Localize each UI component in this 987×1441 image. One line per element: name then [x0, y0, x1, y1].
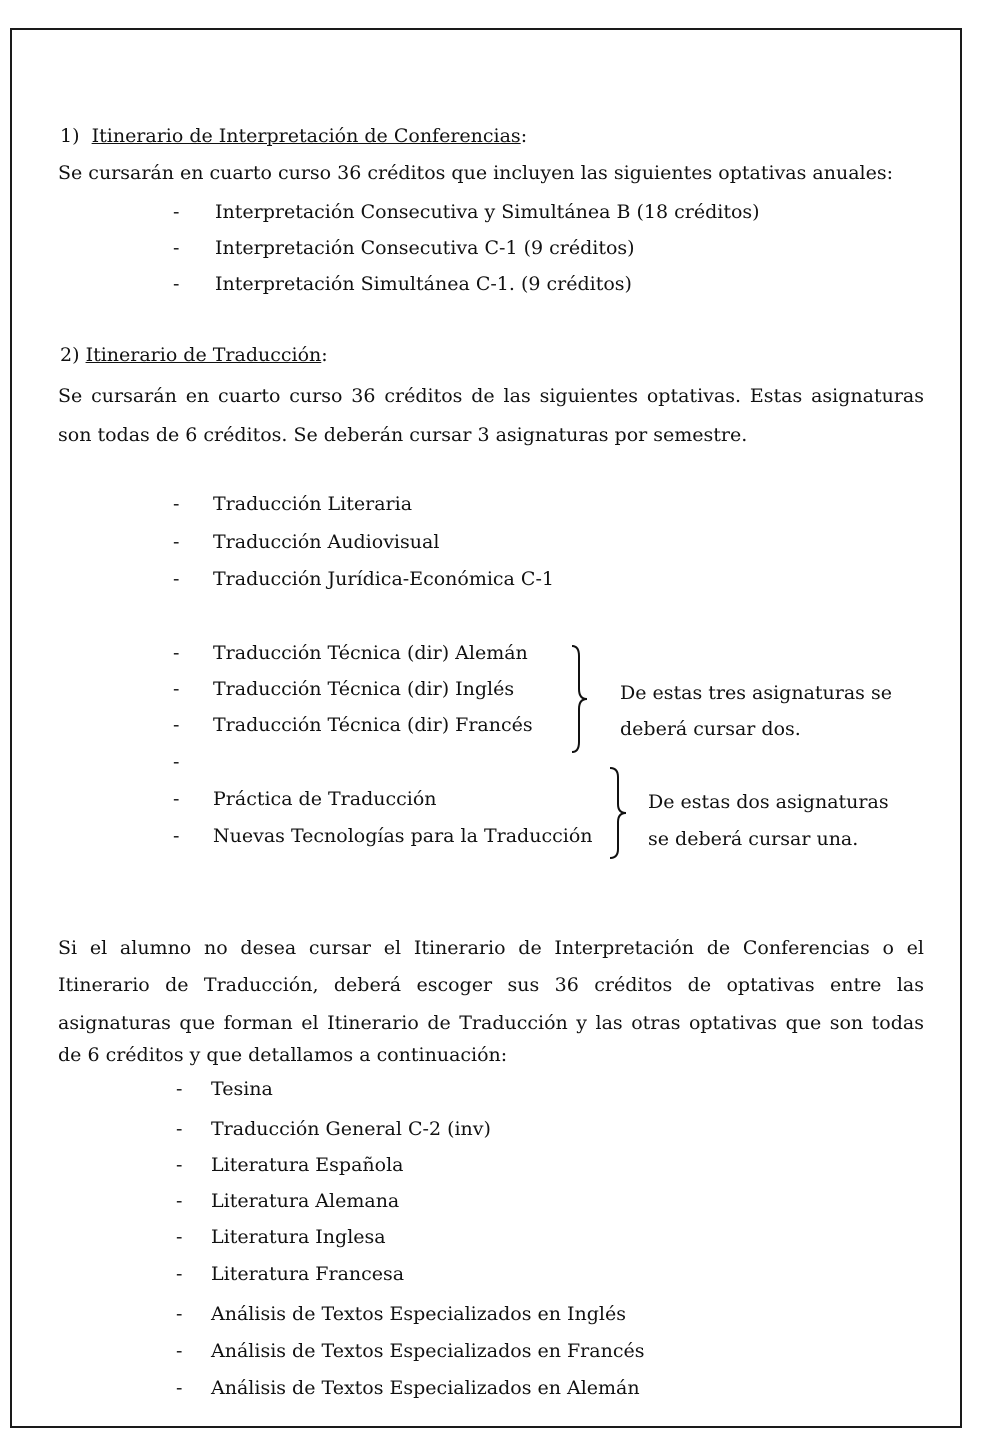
bullet: - [173, 237, 180, 259]
bullet: - [176, 1118, 183, 1140]
bullet: - [173, 642, 180, 664]
group-b-item: Práctica de Traducción [213, 788, 437, 810]
section2-item: Traducción Audiovisual [213, 531, 440, 553]
section1-heading-colon: : [520, 125, 528, 147]
group-a-item: Traducción Técnica (dir) Alemán [213, 642, 528, 664]
section2-item: Traducción Jurídica-Económica C-1 [213, 568, 554, 590]
bullet: - [176, 1226, 183, 1248]
section3-item: Literatura Francesa [211, 1263, 405, 1285]
section2-heading: Itinerario de Traducción [85, 344, 322, 366]
group-a-note-line: De estas tres asignaturas se [620, 682, 892, 704]
group-a-item: Traducción Técnica (dir) Francés [213, 714, 533, 736]
bullet: - [176, 1303, 183, 1325]
section3-item: Literatura Inglesa [211, 1226, 386, 1248]
section1-item: Interpretación Simultánea C-1. (9 créditos) [215, 273, 632, 295]
section1-number: 1) [60, 125, 80, 147]
bullet: - [173, 273, 180, 295]
bullet: - [173, 788, 180, 810]
group-b-note-line: se deberá cursar una. [648, 828, 859, 850]
section1-heading-line [60, 124, 527, 148]
section1-heading: Itinerario de Interpretación de Conferencias [91, 125, 521, 147]
section3-intro-line: asignaturas que forman el Itinerario de Traducción y las otras optativas que son todas [58, 1012, 924, 1034]
bullet: - [176, 1377, 183, 1399]
bullet: - [176, 1190, 183, 1212]
right-brace-icon [566, 644, 592, 754]
section2-intro-line: Se cursarán en cuarto curso 36 créditos de las siguientes optativas. Estas asignaturas [58, 385, 924, 407]
section2-item: Traducción Literaria [213, 493, 413, 515]
bullet: - [176, 1340, 183, 1362]
right-brace-icon [604, 766, 632, 860]
section2-intro-line: son todas de 6 créditos. Se deberán cursar 3 asignaturas por semestre. [58, 424, 748, 446]
bullet: - [176, 1078, 183, 1100]
section2-heading-line [60, 343, 328, 367]
section2-number: 2) [60, 344, 80, 366]
section3-intro-line: Si el alumno no desea cursar el Itinerario de Interpretación de Conferencias o el [58, 937, 924, 959]
section3-item: Literatura Alemana [211, 1190, 400, 1212]
bullet: - [173, 714, 180, 736]
section3-intro-line: de 6 créditos y que detallamos a continuación: [58, 1044, 508, 1066]
section3-item: Traducción General C-2 (inv) [211, 1118, 491, 1140]
section3-intro-line: Itinerario de Traducción, deberá escoger sus 36 créditos de optativas entre las [58, 974, 924, 996]
section3-item: Análisis de Textos Especializados en Francés [211, 1340, 645, 1362]
bullet: - [173, 493, 180, 515]
bullet: - [173, 678, 180, 700]
bullet: - [173, 825, 180, 847]
section1-item: Interpretación Consecutiva y Simultánea B (18 créditos) [215, 201, 760, 223]
section3-item: Análisis de Textos Especializados en Inglés [211, 1303, 626, 1325]
section2-heading-colon: : [321, 344, 328, 366]
group-b-note-line: De estas dos asignaturas [648, 791, 889, 813]
bullet: - [176, 1263, 183, 1285]
section1-item: Interpretación Consecutiva C-1 (9 créditos) [215, 237, 635, 259]
bullet: - [173, 531, 180, 553]
group-a-item: Traducción Técnica (dir) Inglés [213, 678, 515, 700]
section3-item: Tesina [211, 1078, 273, 1100]
bullet: - [173, 568, 180, 590]
section3-item: Análisis de Textos Especializados en Alemán [211, 1377, 640, 1399]
bullet: - [176, 1154, 183, 1176]
section1-intro: Se cursarán en cuarto curso 36 créditos que incluyen las siguientes optativas anuales: [58, 162, 894, 184]
group-a-note-line: deberá cursar dos. [620, 718, 801, 740]
bullet: - [173, 751, 180, 773]
section3-item: Literatura Española [211, 1154, 404, 1176]
group-b-item: Nuevas Tecnologías para la Traducción [213, 825, 593, 847]
bullet: - [173, 201, 180, 223]
